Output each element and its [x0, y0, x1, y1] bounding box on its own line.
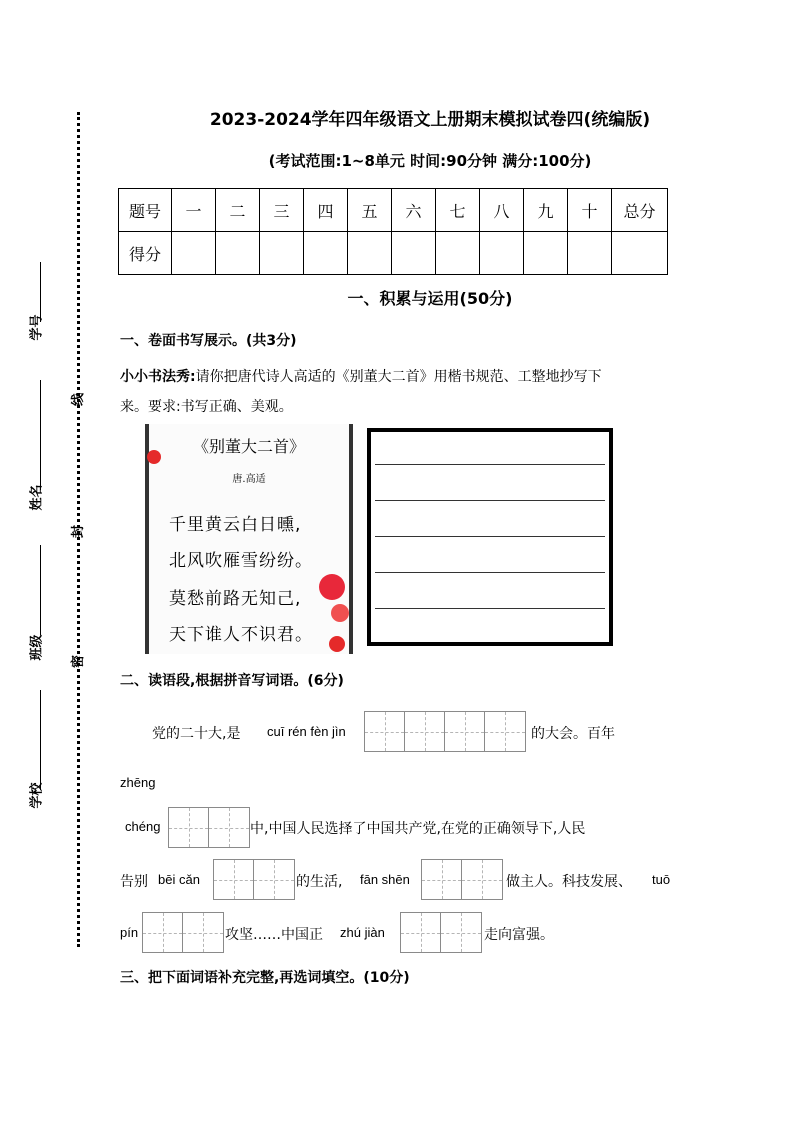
binding-char-mi: 密	[71, 654, 87, 669]
q2-text: 攻坚……中国正	[225, 927, 323, 943]
plum-blossom-icon	[319, 574, 345, 600]
exam-subtitle: (考试范围:1~8单元 时间:90分钟 满分:100分)	[268, 152, 592, 170]
score-table-cell: 总分	[612, 189, 668, 232]
score-table	[118, 188, 668, 275]
question-2-heading: 二、读语段,根据拼音写词语。(6分)	[120, 673, 344, 689]
plum-blossom-icon	[147, 450, 161, 464]
score-table-cell: 二	[216, 189, 260, 232]
score-table-cell: 十	[568, 189, 612, 232]
q2-text: 党的二十大,是	[152, 726, 241, 742]
q2-text: 告别	[120, 874, 148, 890]
writing-line	[375, 464, 605, 465]
poem-line: 北风吹雁雪纷纷。	[169, 551, 313, 571]
plum-blossom-icon	[331, 604, 349, 622]
score-table-cell: 六	[392, 189, 436, 232]
pinyin: tuō	[652, 872, 671, 887]
pinyin: cuī rén fèn jìn	[267, 724, 346, 739]
score-table-cell: 一	[172, 189, 216, 232]
score-input-cell[interactable]	[260, 232, 304, 275]
exam-title: 2023-2024学年四年级语文上册期末模拟试卷四(统编版)	[209, 110, 651, 130]
pinyin: bēi cǎn	[158, 872, 200, 887]
question-1-line2: 来。要求:书写正确、美观。	[120, 399, 293, 415]
class-label: 班级	[29, 634, 45, 661]
q2-text: 的生活,	[296, 874, 343, 890]
class-line[interactable]	[40, 545, 41, 635]
q2-text: 中,中国人民选择了中国共产党,在党的正确领导下,人民	[250, 821, 586, 837]
score-table-cell: 八	[480, 189, 524, 232]
answer-grid-tuopin[interactable]	[142, 912, 224, 953]
name-label: 姓名	[29, 484, 45, 511]
score-table-cell: 三	[260, 189, 304, 232]
answer-grid-fanshen[interactable]	[421, 859, 503, 900]
score-input-cell[interactable]	[216, 232, 260, 275]
answer-grid-beican[interactable]	[213, 859, 295, 900]
score-table-cell: 九	[524, 189, 568, 232]
writing-line	[375, 536, 605, 537]
binding-char-feng: 封	[71, 524, 87, 539]
score-input-cell[interactable]	[392, 232, 436, 275]
score-table-score-row	[119, 232, 668, 275]
answer-grid-cuirenfenjin[interactable]	[364, 711, 526, 752]
school-label: 学校	[29, 782, 45, 809]
pinyin: pín	[120, 925, 139, 940]
pinyin: zhēng	[120, 775, 156, 790]
score-input-cell[interactable]	[304, 232, 348, 275]
score-table-header-row	[119, 189, 668, 232]
question-1-text	[120, 366, 602, 388]
poem-line: 天下谁人不识君。	[169, 625, 313, 645]
school-line[interactable]	[40, 690, 41, 790]
question-1-heading: 一、卷面书写展示。(共3分)	[120, 333, 297, 349]
poem-author: 唐.高适	[232, 474, 266, 485]
pinyin: chéng	[125, 819, 161, 834]
poem-line: 千里黄云白日曛,	[169, 515, 302, 535]
calligraphy-lead: 小小书法秀:	[120, 369, 196, 385]
score-table-cell: 七	[436, 189, 480, 232]
answer-grid-zhengcheng[interactable]	[168, 807, 250, 848]
writing-line	[375, 608, 605, 609]
pinyin: fān shēn	[360, 872, 410, 887]
score-input-cell[interactable]	[568, 232, 612, 275]
student-id-line[interactable]	[40, 262, 41, 322]
writing-line	[375, 572, 605, 573]
score-row-label: 得分	[119, 232, 172, 275]
section-title: 一、积累与运用(50分)	[347, 289, 513, 308]
score-table-cell: 题号	[119, 189, 172, 232]
score-input-cell[interactable]	[612, 232, 668, 275]
score-input-cell[interactable]	[348, 232, 392, 275]
plum-blossom-icon	[329, 636, 345, 652]
student-id-label: 学号	[29, 314, 45, 341]
score-input-cell[interactable]	[480, 232, 524, 275]
poem-title: 《别董大二首》	[192, 437, 305, 456]
pinyin: zhú jiàn	[340, 925, 385, 940]
name-line[interactable]	[40, 380, 41, 490]
q2-text: 走向富强。	[484, 927, 554, 943]
poem-line: 莫愁前路无知己,	[169, 589, 302, 609]
score-input-cell[interactable]	[436, 232, 480, 275]
calligraphy-writing-box[interactable]	[367, 428, 613, 646]
question-1-line1: 请你把唐代诗人高适的《别董大二首》用楷书规范、工整地抄写下	[195, 369, 602, 385]
score-input-cell[interactable]	[524, 232, 568, 275]
q2-text: 做主人。科技发展、	[506, 874, 632, 890]
binding-char-xian: 线	[71, 392, 87, 407]
score-table-cell: 五	[348, 189, 392, 232]
writing-line	[375, 500, 605, 501]
question-3-heading: 三、把下面词语补充完整,再选词填空。(10分)	[120, 970, 410, 986]
score-input-cell[interactable]	[172, 232, 216, 275]
score-table-cell: 四	[304, 189, 348, 232]
poem-card	[145, 424, 353, 654]
answer-grid-zhujian[interactable]	[400, 912, 482, 953]
q2-text: 的大会。百年	[531, 726, 615, 742]
